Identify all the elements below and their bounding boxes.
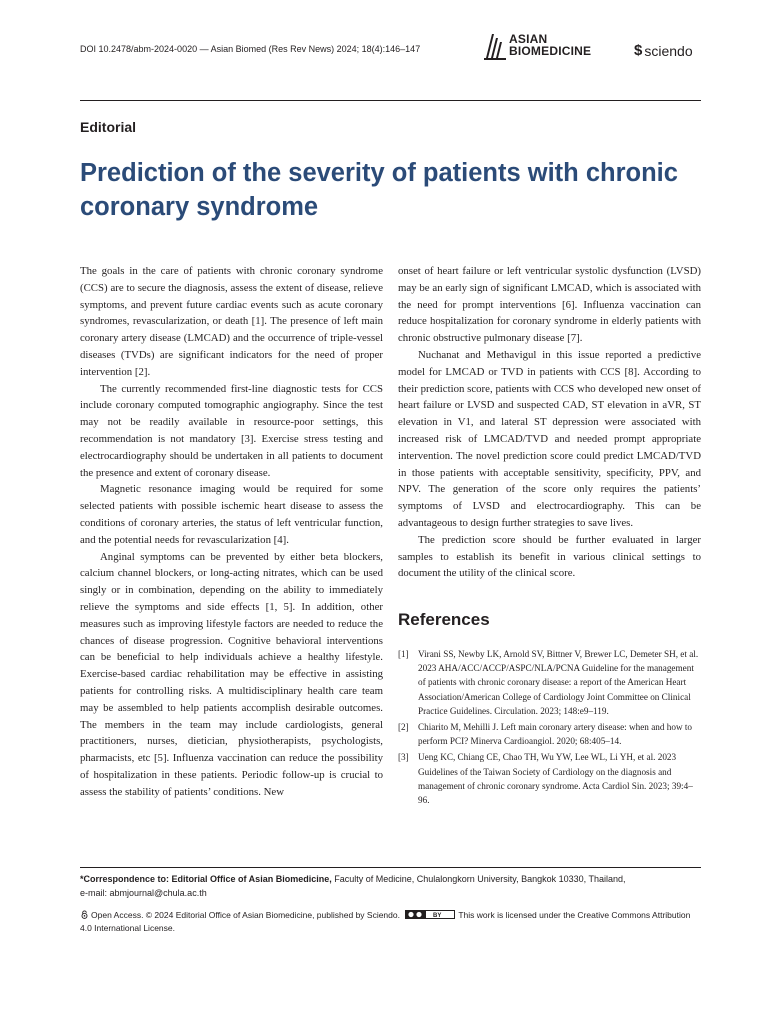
body-paragraph: Anginal symptoms can be prevented by either beta blockers, calcium channel blockers, or long-acting nitrates, which can be used singly or in combination, depending on the ability to immediately relieve the symptoms and side effects [1, 5]. In addition, other measures such as improving lifestyle factors are needed to reduce the chances of disease progression. Cognitive behavioral interventions can be beneficial to help individuals achieve a healthy lifestyle. Exercise-based cardiac rehabilitation may be effective in assisting patients for controlling risks. A multidisciplinary health care team may be assembled to help patients accomplish desirable outcomes. The members in the team may include cardiologists, general practitioners, nurses, dietician, physiotherapists, psychologists, pharmacists, etc [5]. Influenza vaccination can reduce the possibility of hospitalization in these patients. Periodic follow-up is crucial to assess the stability of patients’ conditions. New	[80, 550, 383, 798]
reference-item	[398, 647, 701, 718]
body-paragraph: The prediction score should be further evaluated in larger samples to establish its benefit in various clinical settings to document the utility of the clinical score.	[398, 533, 701, 580]
correspondence-label: *Correspondence to: Editorial Office of Asian Biomedicine,	[80, 874, 332, 884]
cc-by-badge[interactable]	[405, 910, 455, 919]
body-paragraph: The currently recommended first-line diagnostic tests for CCS include coronary computed tomographic angiography. Since the test may not be readily available in resource-poor settings, this recommendation is not mandatory [3]. Exercise stress testing and electrocardiography should be undertaken in all patients to document the presence and extent of coronary disease.	[80, 382, 383, 479]
publisher-logo-text: sciendo	[644, 42, 693, 59]
reference-item	[398, 750, 701, 807]
cc-icon	[409, 912, 414, 917]
reference-number: [3]	[398, 752, 409, 763]
footer-rule	[80, 867, 701, 868]
reference-text: Ueng KC, Chiang CE, Chao TH, Wu YW, Lee WL, Li YH, et al. 2023 Guidelines of the Taiwan Society of Cardiology on the diagnosis and management of chronic coronary syndrome. Acta Cardiol Sin. 2023; 39:4–96.	[418, 752, 693, 805]
header-rule	[80, 100, 701, 101]
body-paragraph: The goals in the care of patients with chronic coronary syndrome (CCS) are to secure the diagnosis, assess the extent of disease, relieve symptoms, and prevent future cardiac events such as acute coronary syndromes, revascularization, or death [1]. The presence of left main coronary artery disease (LMCAD) and the occurrence of triple-vessel diseases (TVDs) are significant indicators for the need of proper intervention [2].	[80, 265, 383, 378]
license-pre-text: Open Access. © 2024 Editorial Office of Asian Biomedicine, published by Sciendo.	[91, 910, 400, 920]
license-note	[80, 909, 701, 934]
journal-logo-line2: BIOMEDICINE	[509, 44, 592, 58]
journal-logo-line1: ASIAN	[509, 32, 548, 46]
publisher-logo[interactable]	[634, 42, 693, 59]
reference-text: Virani SS, Newby LK, Arnold SV, Bittner V, Brewer LC, Demeter SH, et al. 2023 AHA/ACC/ACCP/ASPC/NLA/PCNA Guideline for the management of patients with chronic coronary disease: a report of the American Heart Association/American College of Cardiology Joint Committee on Clinical Practice Guidelines. Circulation. 2023; 148:e9–119.	[418, 648, 699, 716]
reference-item	[398, 720, 701, 748]
sciendo-mark-icon: $	[634, 42, 643, 59]
correspondence-text: Faculty of Medicine, Chulalongkorn University, Bangkok 10330, Thailand,	[331, 874, 626, 884]
article-title: Prediction of the severity of patients with chronic coronary syndrome	[80, 159, 678, 221]
reference-number: [2]	[398, 721, 409, 732]
references-heading: References	[398, 610, 490, 630]
license-post-text: This work is licensed under the Creative Commons Attribution 4.0 International License.	[80, 910, 691, 933]
left-column	[80, 263, 383, 801]
section-label: Editorial	[80, 119, 137, 135]
correspondence-note	[80, 872, 701, 900]
references-list	[398, 647, 701, 807]
correspondence-email[interactable]: e-mail: abmjournal@chula.ac.th	[80, 888, 207, 898]
cc-badge-label: BY	[433, 913, 442, 919]
body-paragraph: onset of heart failure or left ventricular systolic dysfunction (LVSD) may be an early sign of significant LMCAD, which is associated with the need for prompt interventions [6]. Influenza vaccination can reduce hospitalization for coronary syndrome in elderly patients with chronic obstructive pulmonary disease [7].	[398, 265, 701, 345]
reference-number: [1]	[398, 648, 409, 659]
doi-line: DOI 10.2478/abm-2024-0020 — Asian Biomed (Res Rev News) 2024; 18(4):146–147	[80, 44, 421, 54]
by-icon	[417, 912, 422, 917]
right-column	[398, 263, 701, 809]
journal-logo[interactable]	[484, 30, 591, 60]
journal-logo-icon	[484, 30, 506, 60]
body-paragraph: Nuchanat and Methavigul in this issue reported a predictive model for LMCAD or TVD in patients with CCS [8]. According to their prediction score, patients with CCS who developed new onset of heart failure or LVSD and suspected CAD, ST elevation in aVR, ST elevation in V1, and lateral ST depression were associated with increased risk of LMCAD/TVD and needed prompt appropriate intervention. The novel prediction score could predict LMCAD/TVD in those patients with acceptable sensitivity, specificity, PPV, and NPV. The generation of the score only requires the patients’ symptoms of LVSD and electrocardiography. This can be advantageous to design further strategies to save lives.	[398, 348, 701, 529]
reference-text: Chiarito M, Mehilli J. Left main coronary artery disease: when and how to perform PCI? Minerva Cardioangiol. 2020; 68:405–14.	[418, 721, 693, 747]
body-paragraph: Magnetic resonance imaging would be required for some selected patients with possible ischemic heart disease to assess the conditions of coronary arteries, the status of left ventricular function, and the potential needs for revascularization [4].	[80, 483, 383, 546]
open-access-icon	[80, 910, 89, 919]
